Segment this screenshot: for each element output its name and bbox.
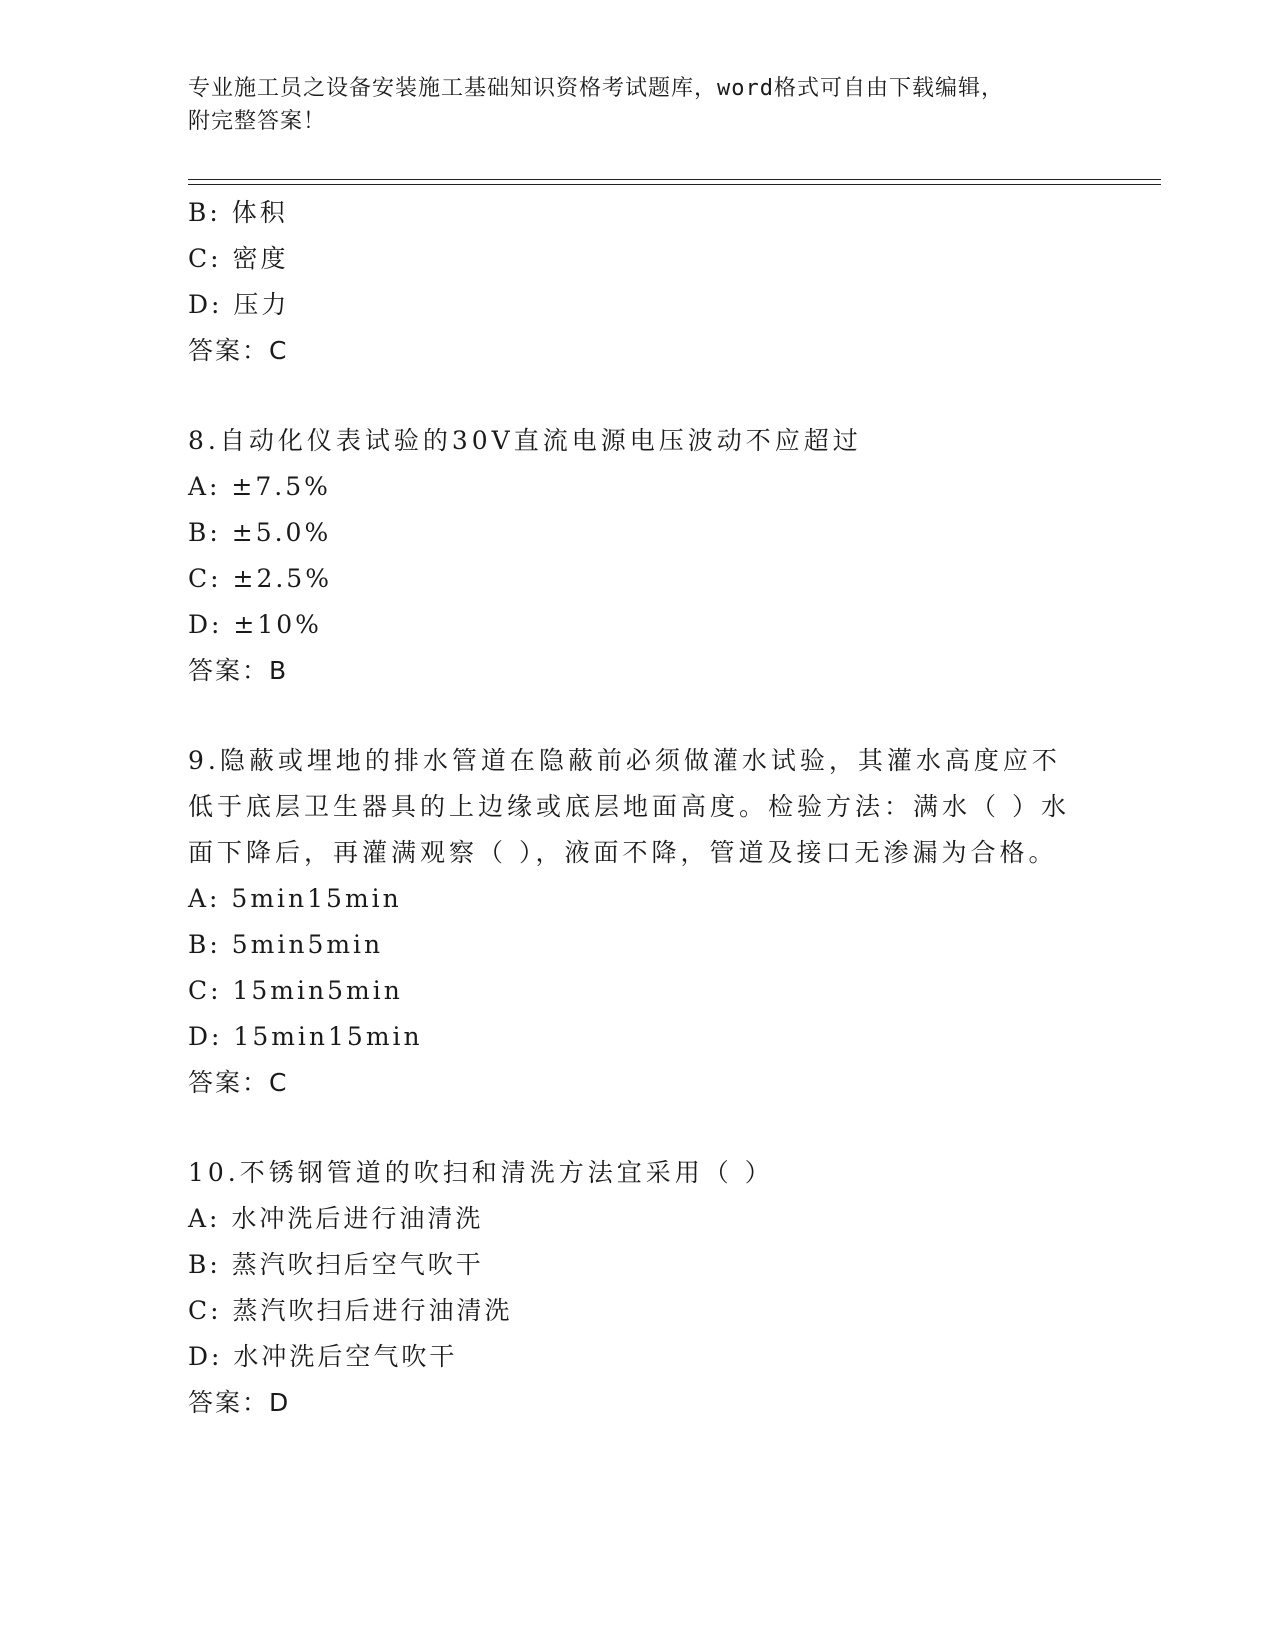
question-9 [188,738,1088,1106]
header-divider-bottom [188,184,1161,185]
question-text: 8.自动化仪表试验的30V直流电源电压波动不应超过 [188,426,862,455]
option-c: C: 蒸汽吹扫后进行油清洗 [188,1296,513,1325]
question-8 [188,418,1088,694]
question-text-line-3: 面下降后，再灌满观察（ ），液面不降，管道及接口无渗漏为合格。 [188,838,1058,867]
option-a: A: 5min15min [188,884,402,913]
question-7 [188,190,1088,374]
option-c: C: 密度 [188,244,289,273]
answer: 答案：C [188,336,289,365]
option-a: A: 水冲洗后进行油清洗 [188,1204,484,1233]
header-line-1: 专业施工员之设备安装施工基础知识资格考试题库，word格式可自由下载编辑， [188,76,1004,101]
option-d: D: 水冲洗后空气吹干 [188,1342,458,1371]
option-d: D: ±10% [188,610,322,639]
question-text: 10.不锈钢管道的吹扫和清洗方法宜采用（ ） [188,1158,774,1187]
header-line-2: 附完整答案！ [188,109,327,134]
option-b: B: 5min5min [188,930,384,959]
option-b: B: 蒸汽吹扫后空气吹干 [188,1250,484,1279]
option-b: B: 体积 [188,198,288,227]
document-header [188,72,1088,138]
option-d: D: 压力 [188,290,290,319]
answer: 答案：C [188,1068,289,1097]
option-a: A: ±7.5% [188,472,331,501]
question-text-line-2: 低于底层卫生器具的上边缘或底层地面高度。检验方法：满水（ ）水 [188,792,1070,821]
option-c: C: ±2.5% [188,564,332,593]
option-b: B: ±5.0% [188,518,332,547]
question-10 [188,1150,1088,1426]
answer: 答案：B [188,656,289,685]
header-divider-top [188,179,1161,180]
option-c: C: 15min5min [188,976,403,1005]
option-d: D: 15min15min [188,1022,423,1051]
answer: 答案：D [188,1388,291,1417]
question-text-line-1: 9.隐蔽或埋地的排水管道在隐蔽前必须做灌水试验，其灌水高度应不 [188,746,1061,775]
question-list [188,190,1088,1426]
